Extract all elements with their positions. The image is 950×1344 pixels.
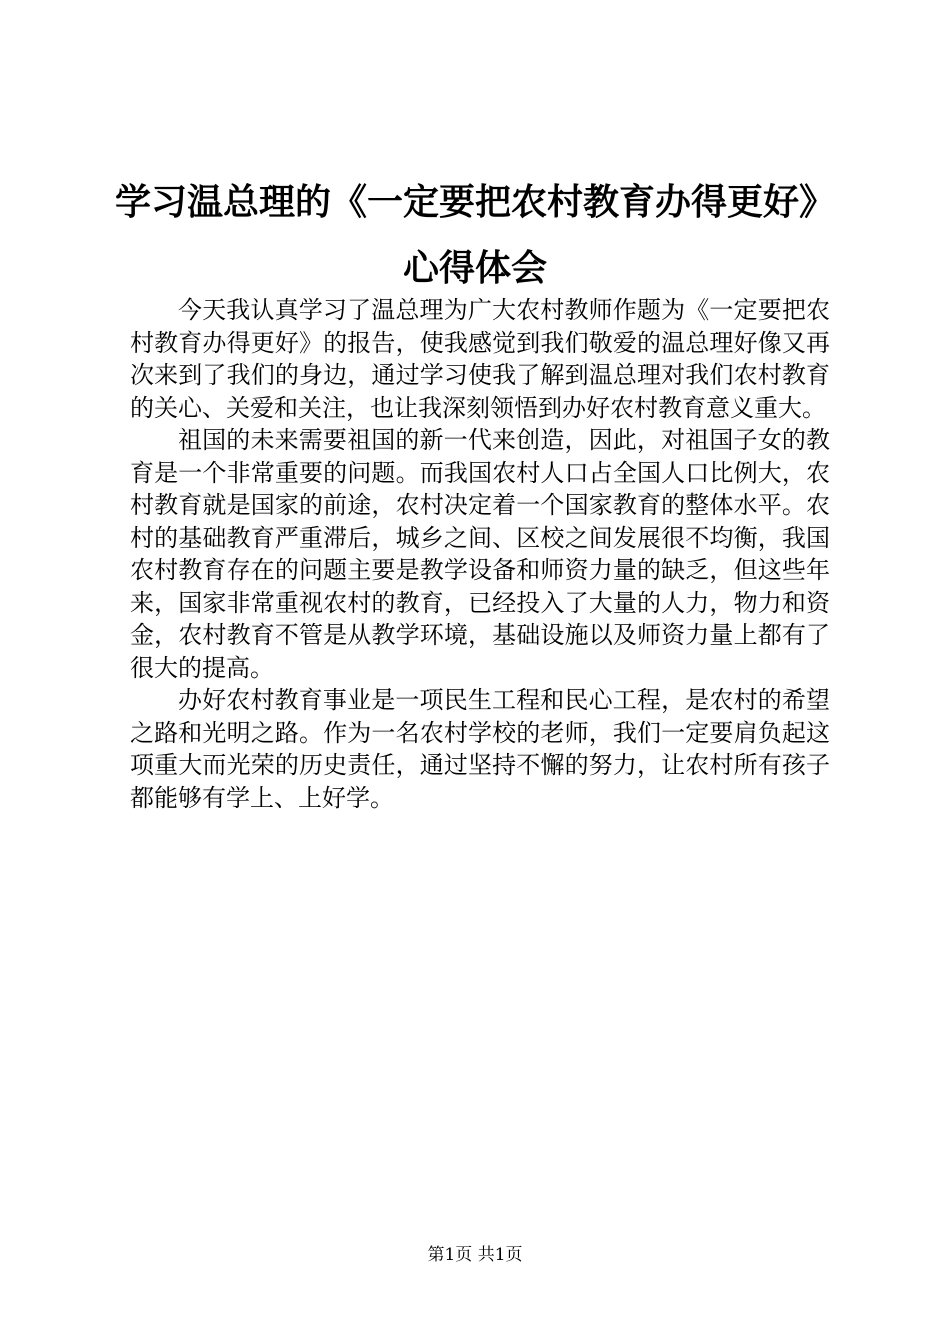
document-title bbox=[100, 170, 850, 302]
paragraph-2: 祖国的未来需要祖国的新一代来创造，因此，对祖国子女的教育是一个非常重要的问题。而我国农村人口占全国人口比例大，农村教育就是国家的前途，农村决定着一个国家教育的整体水平。农村的基础教育严重滞后，城乡之间、区校之间发展很不均衡，我国农村教育存在的问题主要是教学设备和师资力量的缺乏，但这些年来，国家非常重视农村的教育，已经投入了大量的人力，物力和资金，农村教育不管是从教学环境，基础设施以及师资力量上都有了很大的提高。 bbox=[130, 426, 830, 682]
title-line-2: 心得体会 bbox=[402, 248, 547, 289]
paragraph-1: 今天我认真学习了温总理为广大农村教师作题为《一定要把农村教育办得更好》的报告，使我感觉到我们敬爱的温总理好像又再次来到了我们的身边，通过学习使我了解到温总理对我们农村教育的关心、关爱和关注，也让我深刻领悟到办好农村教育意义重大。 bbox=[130, 296, 830, 422]
page-footer: 第1页 共1页 bbox=[427, 1245, 523, 1265]
document-body bbox=[130, 294, 830, 814]
paragraph-3: 办好农村教育事业是一项民生工程和民心工程，是农村的希望之路和光明之路。作为一名农村学校的老师，我们一定要肩负起这项重大而光荣的历史责任，通过坚持不懈的努力，让农村所有孩子都能够有学上、上好学。 bbox=[130, 686, 830, 812]
title-line-1: 学习温总理的《一定要把农村教育办得更好》 bbox=[114, 182, 835, 223]
